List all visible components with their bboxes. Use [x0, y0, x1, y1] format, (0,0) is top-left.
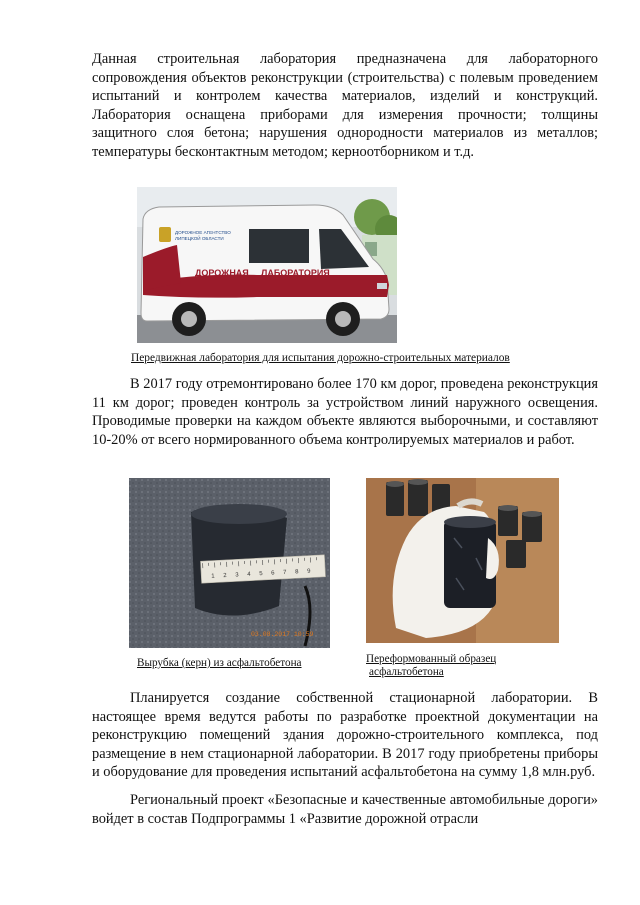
- paragraph-lab-description: Данная строительная лаборатория предназначена для лабораторного сопровождения объектов реконструкции (строительства) с полевым проведением испытаний и контролем качества материалов, изделий и конструкций. Лаборатория оснащена приборами для измерения прочности; толщины защитного слоя бетона; нарушения однородности материалов из металлов; температуры бесконтактным методом; керноотборником и т.д.: [92, 51, 598, 160]
- ruler-digit: 3: [235, 572, 239, 579]
- caption-sample-line1: Переформованный образец: [366, 653, 497, 665]
- van-label-right: ЛАБОРАТОРИЯ: [261, 268, 330, 278]
- ruler-digit: 2: [223, 572, 227, 580]
- photo-timestamp: 03.08.2017 10:59: [251, 631, 314, 638]
- van-agency-line2: ЛИПЕЦКОЙ ОБЛАСТИ: [175, 236, 224, 241]
- remolded-sample-photo: [366, 478, 559, 643]
- coat-of-arms-icon: [159, 227, 171, 242]
- paragraph-roads-2017: В 2017 году отремонтировано более 170 км дорог, проведена реконструкция 11 км дорог; проведен контроль за устройством линий наружного освещения. Проводимые проверки на каждом объекте являются выборочными, и составляют 10-20% от всего нормированного объема контролируемых материалов и работ.: [92, 376, 598, 448]
- ruler-digit: 6: [271, 570, 275, 577]
- ruler-digit: 9: [307, 568, 311, 575]
- ruler-digit: 5: [259, 571, 263, 578]
- ruler-digit: 8: [295, 569, 299, 576]
- van-agency-line1: ДОРОЖНОЕ АГЕНТСТВО: [175, 230, 231, 235]
- caption-sample-line2: асфальтобетона: [369, 666, 444, 678]
- van-photo: [137, 187, 397, 343]
- caption-core: Вырубка (керн) из асфальтобетона: [137, 657, 302, 669]
- ruler-digit: 7: [283, 569, 287, 576]
- ruler-digit: 1: [211, 573, 215, 580]
- paragraph-stationary-lab: Планируется создание собственной стационарной лаборатории. В настоящее время ведутся работы по разработке проектной документации на реконструкцию помещений здания дорожно-строительного комплекса, под размещение в нем стационарной лаборатории. В 2017 году приобретены приборы и оборудование для проведения испытаний асфальтобетона на сумму 1,8 млн.руб.: [92, 690, 598, 781]
- paragraph-regional-project: Региональный проект «Безопасные и качественные автомобильные дороги» войдет в состав Подпрограммы 1 «Развитие дорожной отрасли: [92, 792, 598, 827]
- asphalt-core-photo: [129, 478, 330, 648]
- caption-van: Передвижная лаборатория для испытания дорожно-строительных материалов: [131, 352, 510, 364]
- ruler-digit: 4: [247, 571, 251, 578]
- van-label-left: ДОРОЖНАЯ: [195, 268, 249, 278]
